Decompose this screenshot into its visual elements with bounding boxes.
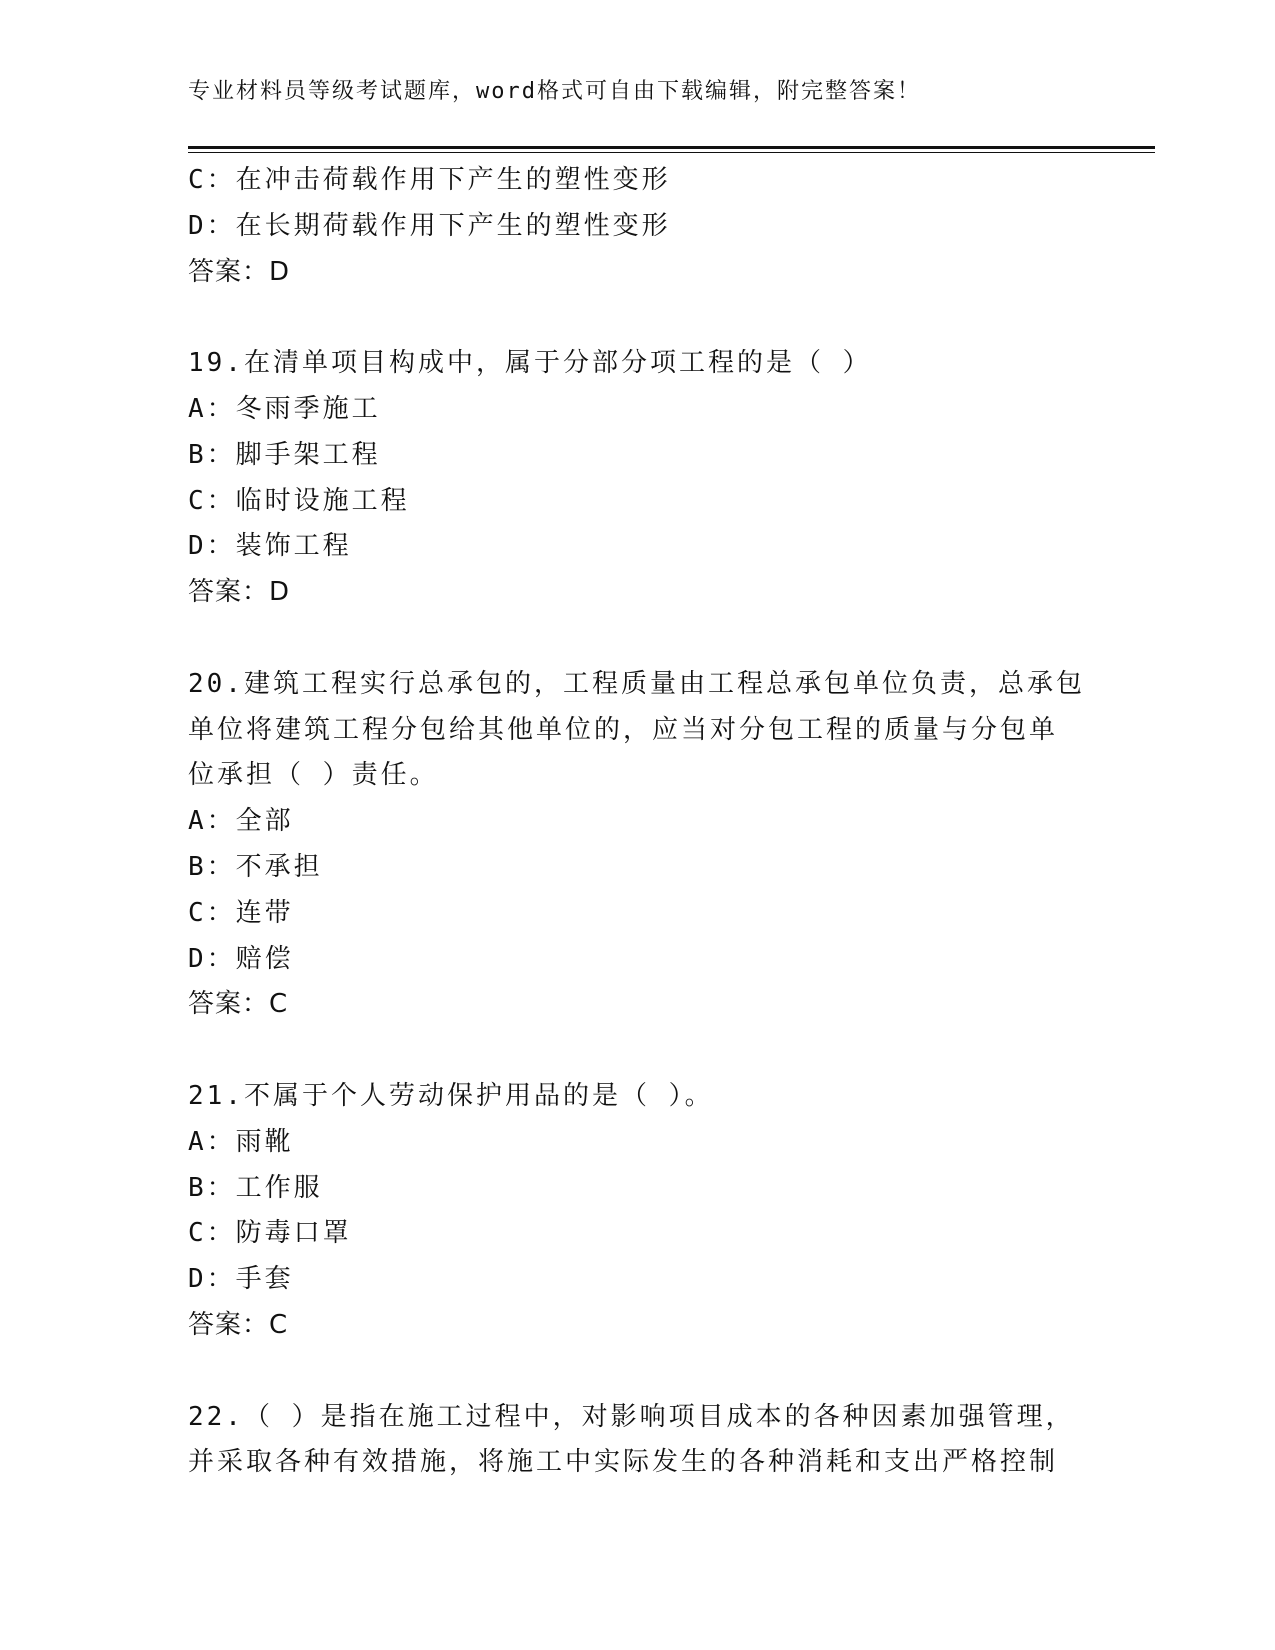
option-b: B：脚手架工程 xyxy=(188,439,381,470)
answer: 答案：D xyxy=(188,256,291,287)
question-text-line-2: 并采取各种有效措施，将施工中实际发生的各种消耗和支出严格控制 xyxy=(188,1447,1059,1478)
option-d: D：装饰工程 xyxy=(188,531,352,562)
question-text: 21.不属于个人劳动保护用品的是（ ）。 xyxy=(188,1080,714,1111)
question-19 xyxy=(188,341,1108,616)
question-list xyxy=(188,158,1108,1486)
question-text: 19.在清单项目构成中，属于分部分项工程的是（ ） xyxy=(188,348,872,379)
answer: 答案：D xyxy=(188,577,291,608)
question-text-line-2: 单位将建筑工程分包给其他单位的，应当对分包工程的质量与分包单 xyxy=(188,714,1059,745)
header-rule-thin xyxy=(188,152,1155,153)
answer: 答案：C xyxy=(188,989,289,1020)
question-18 xyxy=(188,158,1108,295)
spacer xyxy=(188,1028,1108,1074)
spacer xyxy=(188,616,1108,662)
question-22 xyxy=(188,1395,1108,1487)
option-a: A：全部 xyxy=(188,806,294,837)
question-text-line-3: 位承担（ ）责任。 xyxy=(188,760,439,791)
answer: 答案：C xyxy=(188,1309,289,1340)
option-d: D：在长期荷载作用下产生的塑性变形 xyxy=(188,210,671,241)
question-21 xyxy=(188,1074,1108,1349)
question-text-line-1: 20.建筑工程实行总承包的，工程质量由工程总承包单位负责，总承包 xyxy=(188,668,1085,699)
option-d: D：手套 xyxy=(188,1264,294,1295)
header-rule-thick xyxy=(188,146,1155,149)
spacer xyxy=(188,1349,1108,1395)
option-a: A：雨靴 xyxy=(188,1126,294,1157)
option-c: C：临时设施工程 xyxy=(188,485,410,516)
question-text-line-1: 22.（ ）是指在施工过程中，对影响项目成本的各种因素加强管理， xyxy=(188,1401,1075,1432)
option-c: C：在冲击荷载作用下产生的塑性变形 xyxy=(188,165,671,195)
option-a: A：冬雨季施工 xyxy=(188,393,381,424)
option-c: C：防毒口罩 xyxy=(188,1218,352,1249)
question-20 xyxy=(188,662,1108,1028)
page-header: 专业材料员等级考试题库，word格式可自由下载编辑，附完整答案！ xyxy=(188,79,921,104)
option-c: C：连带 xyxy=(188,897,294,928)
spacer xyxy=(188,295,1108,341)
option-b: B：不承担 xyxy=(188,851,323,882)
option-b: B：工作服 xyxy=(188,1172,323,1203)
option-d: D：赔偿 xyxy=(188,943,294,974)
